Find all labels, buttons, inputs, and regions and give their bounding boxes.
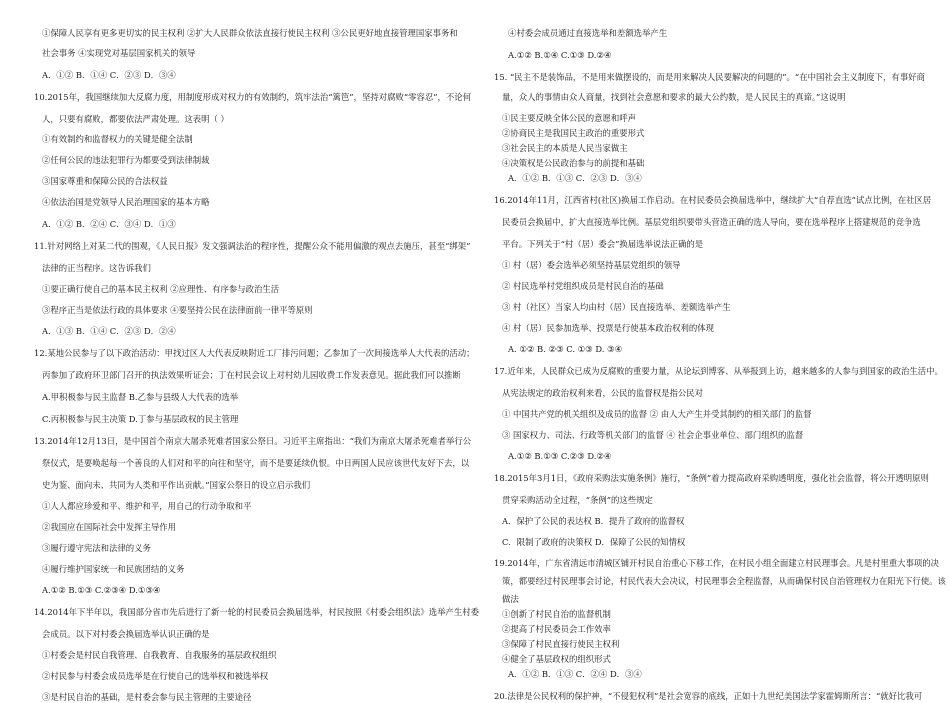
text-line: A．①② B．①③ C．②③ D．③④ — [508, 173, 642, 183]
text-line: 12.某地公民参与了以下政治活动：甲找过区人大代表反映附近工厂排污问题；乙参加了一次间接选举人大代表的活动； — [34, 348, 475, 358]
text-line: ④依法治国是党领导人民治理国家的基本方略 — [42, 197, 210, 207]
text-line: A．保护了公民的表达权 B．提升了政府的监督权 — [502, 516, 685, 526]
text-line: 民委员会换届中，扩大直接选举比例。基层党组织要带头营造正确的选人导向，要在选举程序上搭建规范的竞争选 — [502, 217, 921, 227]
text-line: ①民主要反映全体公民的意愿和呼声 — [502, 113, 636, 123]
text-line: ②任何公民的违法犯罪行为都要受到法律制裁 — [42, 155, 210, 165]
text-line: ①有效制约和监督权力的关键是健全法制 — [42, 134, 193, 144]
text-line: ①村委会是村民自我管理、自我教育、自我服务的基层政权组织 — [42, 650, 277, 660]
text-line: A．①③ B．①④ C．②③ D．②④ — [42, 326, 176, 336]
text-line: ③社会民主的本质是人民当家做主 — [502, 143, 628, 153]
text-line: ②我国应在国际社会中发挥主导作用 — [42, 522, 176, 532]
text-line: 19.2014年，广东省清远市清城区铺开村民自治重心下移工作，在村民小组全面建立村民理事会。凡是村里重大事项的决 — [494, 558, 940, 568]
text-line: ②村民参与村委会成员选举是在行使自己的选举权和被选举权 — [42, 671, 269, 681]
text-line: 人，只要有腐败，都要依法严肃处理。这表明（ ） — [42, 114, 229, 124]
text-line: 18.2015年3月1日，《政府采购法实施条例》施行，“条例”着力提高政府采购透明度，强化社会监督，将公开透明原则 — [494, 473, 929, 483]
text-line: ③履行遵守宪法和法律的义务 — [42, 543, 151, 553]
text-line: 社会事务 ④实现党对基层国家机关的领导 — [42, 48, 196, 58]
text-line: ③是村民自治的基础，是村委会参与民主管理的主要途径 — [42, 692, 252, 702]
text-line: ③国家尊重和保障公民的合法权益 — [42, 176, 168, 186]
text-line: 会成员。以下对村委会换届选举认识正确的是 — [42, 629, 210, 639]
text-line: 20.法律是公民权利的保护神，“不侵犯权利”是社会宽容的底线，正如十九世纪美国法学家霍姆斯所言：“就好比我可 — [494, 691, 923, 701]
text-line: ②协商民主是我国民主政治的重要形式 — [502, 128, 645, 138]
text-line: 丙参加了政府环卫部门召开的执法效果听证会；丁在村民会议上对村幼儿园收费工作发表意见。据此我们可以推断 — [42, 370, 461, 380]
text-line: 10.2015年，我国继续加大反腐力度，用制度形成对权力的有效制约，筑牢法治“篱笆”，坚持对腐败“零容忍”，不论何 — [34, 92, 472, 102]
text-line: 法律的正当程序。这告诉我们 — [42, 263, 151, 273]
text-line: A.①② B.①④ C.①③ D.②④ — [508, 50, 612, 60]
text-line: ①保障人民享有更多更切实的民主权利 ②扩大人民群众依法直接行使民主权利 ③公民更好地直接管理国家事务和 — [42, 28, 458, 38]
text-line: C.丙积极参与民主决策 D.丁参与基层政权的民主管理 — [42, 414, 239, 424]
text-line: ①人人都应珍爱和平、维护和平，用自己的行动争取和平 — [42, 501, 252, 511]
text-line: A．①② B．①④ C．②③ D．③④ — [42, 70, 176, 80]
text-line: C．限制了政府的决策权 D．保障了公民的知情权 — [502, 537, 686, 547]
text-line: ①创新了村民自治的监督机制 — [502, 609, 611, 619]
text-line: 策，都要经过村民理事会讨论，村民代表大会决议，村民理事会全程监督，从而确保村民自治管理权力在阳光下行使。该 — [502, 576, 946, 586]
text-line: ③保障了村民直接行使民主权利 — [502, 639, 620, 649]
text-line: A．①② B．②④ C．③④ D．①③ — [42, 219, 176, 229]
text-line: 祭仪式，是要唤起每一个善良的人们对和平的向往和坚守，而不是要延续仇恨。中日两国人民应该世代友好下去，以 — [42, 458, 470, 468]
text-line: ④ 村（居）民参加选举、投票是行使基本政治权利的体现 — [502, 323, 715, 333]
text-line: ①要正确行使自己的基本民主权利 ②应理性、有序参与政治生活 — [42, 284, 280, 294]
text-line: A．①② B．①③ C．②④ D．③④ — [508, 669, 642, 679]
text-line: 量，众人的事情由众人商量，找到社会意愿和要求的最大公约数，是人民民主的真谛。”这说明 — [502, 92, 846, 102]
text-line: ④健全了基层政权的组织形式 — [502, 654, 611, 664]
text-line: ④村委会成员通过直接选举和差额选举产生 — [508, 28, 668, 38]
text-line: 从宪法规定的政治权利来看，公民的监督权是指公民对 — [502, 388, 703, 398]
text-line: 史为鉴、面向未、共同为人类和平作出贡献。”国家公祭日的设立启示我们 — [42, 480, 311, 490]
text-line: ② 村民选举村党组织成员是村民自治的基础 — [502, 281, 664, 291]
text-line: ③ 村（社区）当家人均由村（居）民直接选举、差额选举产生 — [502, 302, 731, 312]
text-line: ②提高了村民委员会工作效率 — [502, 624, 611, 634]
text-line: 贯穿采购活动全过程，“条例”的这些规定 — [502, 495, 653, 505]
text-line: ③程序正当是依法行政的具体要求 ④要坚持公民在法律面前一律平等原则 — [42, 305, 313, 315]
text-line: A.①② B.①③ C.②③④ D.①③④ — [42, 585, 161, 595]
text-line: 11.针对网络上对某二代的围观，《人民日报》发文强调法治的程序性，提醒公众不能用偏激的观点去施压，甚至“绑架” — [34, 241, 471, 251]
text-line: 做法 — [502, 594, 519, 604]
text-line: ① 中国共产党的机关组织及成员的监督 ② 由人大产生并受其制约的相关部门的监督 — [502, 409, 812, 419]
text-line: 13.2014年12月13日，是中国首个南京大屠杀死难者国家公祭日。习近平主席指出：“我们为南京大屠杀死难者举行公 — [34, 436, 472, 446]
text-line: ① 村（居）委会选举必须坚持基层党组织的领导 — [502, 260, 681, 270]
text-line: ③ 国家权力、司法、行政等机关部门的监督 ④ 社会企事业单位、部门组织的监督 — [502, 430, 804, 440]
text-line: ④决策权是公民政治参与的前提和基础 — [502, 158, 645, 168]
text-line: ④履行维护国家统一和民族团结的义务 — [42, 564, 185, 574]
text-line: A.①② B.①③ C.②③ D.②④ — [508, 451, 612, 461]
text-line: 平台。下列关于“村（居）委会”换届选举说法正确的是 — [502, 239, 704, 249]
text-line: 14.2014年下半年以，我国部分省市先后进行了新一轮的村民委员会换届选举，村民按照《村委会组织法》选举产生村委 — [34, 607, 480, 617]
text-line: 17.近年来，人民群众已成为反腐败的重要力量，从论坛到博客、从举报到上访，越来越多的人参与到国家的政治生活中。 — [494, 366, 943, 376]
text-line: A.甲积极参与民主监督 B.乙参与县级人大代表的选举 — [42, 392, 239, 402]
text-line: A. ①② B. ②③ C. ①③ D. ③④ — [508, 344, 623, 354]
text-line: 15. “民主不是装饰品，不是用来做摆设的，而是用来解决人民要解决的问题的”。“在中国社会主义制度下，有事好商 — [494, 72, 925, 82]
text-line: 16.2014年11月，江西省村(社区)换届工作启动。在村民委员会换届选举中，继续扩大“自荐直选”试点比例，在社区居 — [494, 195, 932, 205]
